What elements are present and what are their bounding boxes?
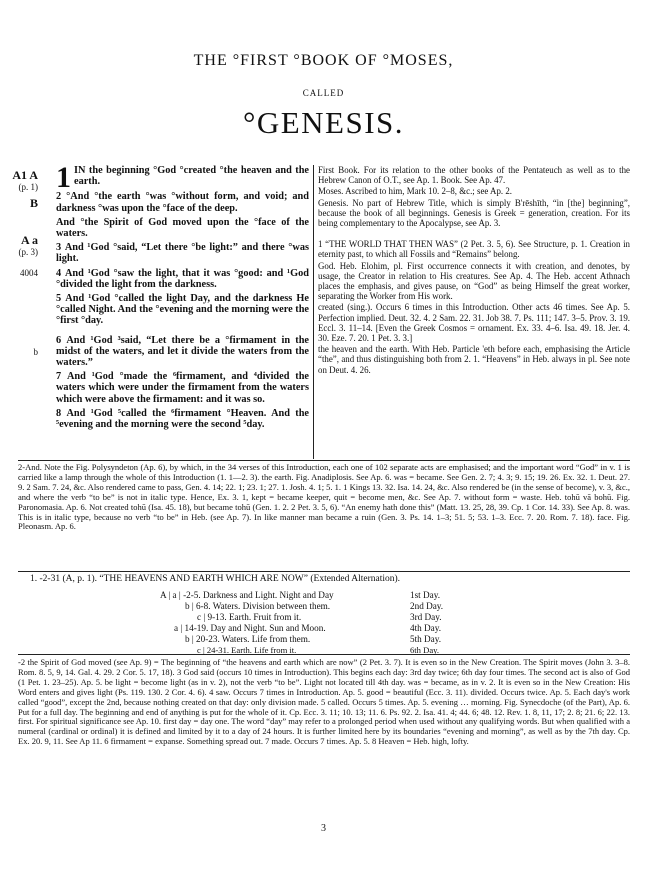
verse-column	[56, 161, 310, 433]
structure-day: 4th Day.	[410, 623, 442, 633]
margin-ref: b	[33, 347, 38, 357]
margin-ref: A1 A (p. 1)	[12, 168, 38, 192]
structure-row: c | 9-13. Earth. Fruit from it.	[197, 612, 302, 622]
full-width-notes	[18, 463, 630, 533]
margin-ref: 4004	[20, 268, 38, 278]
note: 1 “THE WORLD THAT THEN WAS” (2 Pet. 3. 5, 6). See Structure, p. 1. Creation in eternity past, to which all Fossils and “Remains” belong.	[318, 239, 630, 260]
structure-block	[18, 574, 630, 585]
verse: 8 And ¹God ⁵called the ⁶firmament °Heaven. And the ⁵evening and the morning were the second ⁵day.	[56, 407, 309, 431]
verse: 7 And ¹God °made the ⁶firmament, and ⁴divided the waters which were under the firmament from the waters which were above the firmament: and it was so.	[56, 371, 309, 405]
structure-day: 3rd Day.	[410, 612, 442, 622]
structure-day: 1st Day.	[410, 590, 441, 600]
structure-row: A | a | -2-5. Darkness and Light. Night and Day	[160, 590, 334, 600]
note: the heaven and the earth. With Heb. Particle 'eth before each, emphasising the Article “the”, and thus distinguishing both from 2. 1. “Heavens” in Heb. always in pl. See note on Deut. 4. 26.	[318, 344, 630, 375]
structure-row: a | 14-19. Day and Night. Sun and Moon.	[174, 623, 326, 633]
note: God. Heb. Elohim, pl. First occurrence connects it with creation, and denotes, by usage, the Creator in relation to His creatures. See Ap. 4. The Heb. accent Athnach places the emphasis, and gives pause, on “God” as being Himself the great worker, separating the Worker from His work.	[318, 260, 630, 302]
verse: 3 And ¹God °said, “Let there °be light:” and there °was light.	[56, 242, 309, 265]
structure-heading: 1. -2-31 (A, p. 1). “THE HEAVENS AND EARTH WHICH ARE NOW” (Extended Alternation).	[30, 574, 401, 584]
structure-row: b | 6-8. Waters. Division between them.	[185, 601, 331, 611]
structure-day: 6th Day.	[410, 645, 440, 655]
verse: 6 And ¹God ³said, “Let there be a °firmament in the midst of the waters, and let it divide the waters from the waters.”	[56, 334, 309, 369]
called-label: CALLED	[302, 88, 345, 98]
structure-row: b | 20-23. Waters. Life from them.	[185, 634, 311, 644]
bottom-rule	[18, 654, 630, 655]
margin-ref: A a (p. 3)	[18, 233, 38, 257]
verse: 4 And ¹God °saw the light, that it was °good: and ¹God °divided the light from the darkness.	[56, 267, 310, 290]
note: Moses. Ascribed to him, Mark 10. 2–8, &c.; see Ap. 2.	[318, 186, 512, 197]
note: Genesis. No part of Hebrew Title, which is simply B'rēshīth, “in [the] beginning”, because the book of all beginnings. Genesis is Greek = generation, creation. For its being complementary to the Apocalypse, see Ap. 3.	[318, 197, 630, 229]
verse: 5 And ¹God °called the light Day, and the darkness He °called Night. And the °evening and the morning were the °first °day.	[56, 293, 309, 327]
note: created (sing.). Occurs 6 times in this Introduction. Other acts 46 times. See Ap. 5. Perfection implied. Deut. 32. 4. 2 Sam. 22. 31. Job 38. 7. Ps. 111; 147. 3–5. Prov. 3. 19. Eccl. 3. 11–14. [Even the Greek Cosmos = ornament. Ex. 33. 4–6. Isa. 49. 18. Jer. 4. 30. Eze. 7. 20. 1 Pet. 3. 3.]	[318, 302, 630, 344]
notes-rule	[18, 460, 630, 461]
structure-day: 2nd Day.	[410, 601, 444, 611]
side-notes	[318, 165, 630, 376]
verse: 1 IN the beginning °God °created °the heaven and the earth.	[56, 161, 309, 194]
margin-ref: B	[29, 196, 38, 210]
bottom-notes: -2 the Spirit of God moved (see Ap. 9) = The beginning of “the heavens and earth which are now” (2 Pet. 3. 7). It is even so in the New Creation. The Spirit moves (John 3. 3–8. Rom. 8. 5, 9, 14. Gal. 4. 29. 2 Cor. 5. 17, 18). 3 God said (occurs 10 times in Introduction). This begins each day: 3rd day twice; 6th day four times. The second act is also of God (1 Pet. 1. 23–25). Ap. 5. be light = become light (as in v. 2), not the verb “to be”. Light not located till 4th day. was = became, as in v. 2. It is even so in the New Creation: His Word enters and gives light (Ps. 119. 130. 2 Cor. 4. 6). 4 saw. Occurs 7 times in Introduction. Ap. 5. good = beautiful (Ecc. 3. 11). divided. Occurs twice. Ap. 5. Each day's work called “good”, except the 2nd, because nothing created on that day: only division made. 5 called. Occurs 5 times. Ap. 5. evening … morning. Fig. Synecdoche (of the Part), Ap. 6. Put for a full day. The beginning and end of anything is put for the whole of it. Cp. Ecc. 3. 11; 10. 13; 11. 6. Ps. 92. 2. Isa. 41. 4; 44. 6; 48. 12. Rev. 1. 8, 11, 17; 2. 8; 21. 6; 22. 13. first. For spiritual significance see Ap. 10. first day = day one. The word “day” may refer to a prolonged period when used without any qualifying words. But when qualified with a numeral (cardinal or ordinal) it is defined and limited by it to a day of 24 hours. It is further limited here by its boundaries “evening and morning”, as well as by the 7th day. Cp. Ex. 20. 9, 11. See Ap 11. 6 firmament = expanse. Something spread out. 7 made. Occurs 7 times. Ap. 5. 8 Heaven = Heb. high, lofty.	[18, 657, 630, 747]
structure-rule	[18, 571, 630, 572]
verse: 2 °And °the earth °was °without form, and void; and darkness °was upon the °face of the deep.	[56, 191, 309, 214]
column-divider	[313, 165, 314, 459]
page-number: 3	[321, 823, 326, 834]
structure-day: 5th Day.	[410, 634, 442, 644]
structure-row: c | 24-31. Earth. Life from it.	[197, 645, 297, 655]
note: First Book. For its relation to the other books of the Pentateuch as well as to the Hebrew Canon of O.T., see Ap. 1. Book. See Ap. 47.	[318, 165, 630, 186]
note: 2-And. Note the Fig. Polysyndeton (Ap. 6), by which, in the 34 verses of this Introduction, each one of 102 separate acts are emphasised; and the important word “God” in v. 1 is carried like a lamp through the whole of this Introduction (1. 1—2. 3). the earth. Fig. Anadiplosis. See Ap. 6. was = became. See Gen. 2. 7; 4. 3; 9. 15; 19. 26. Ex. 32. 1. Deut. 27. 9. 2 Sam. 7. 24, &c. Also rendered came to pass, Gen. 4. 14; 22. 1; 23. 1; 27. 1. Josh. 4. 1; 5. 1. 1 Kings 13. 32. Isa. 14. 24, &c. Also rendered be (in the sense of become), v. 3, &c., and where the verb “to be” is not in italic type. Hence, Ex. 3. 1, kept = became keeper, quit = become men, &c. See Ap. 7. without form = waste. Heb. tohū vā bohū. Fig. Paronomasia. Ap. 6. Not created tohū (Isa. 45. 18), but became tohū (Gen. 1. 2. 2 Pet. 3. 5, 6). “An enemy hath done this” (Matt. 13. 25, 28, 39. Cp. 1 Cor. 14. 33). See Ap. 8. was. This is in italic type, because no verb “to be” in Heb. (see Ap. 7). In like manner man became a ruin (Gen. 3. Ps. 14. 1–3; 51. 5; 53. 1–3. Ecc. 7. 20. Rom. 7. 18). face. Fig. Pleonasm. Ap. 6.	[18, 462, 630, 532]
book-title-line: THE °FIRST °BOOK OF °MOSES,	[193, 52, 454, 69]
book-name: °GENESIS.	[242, 105, 405, 140]
verse: And °the Spirit of God moved upon the °face of the waters.	[56, 216, 309, 240]
